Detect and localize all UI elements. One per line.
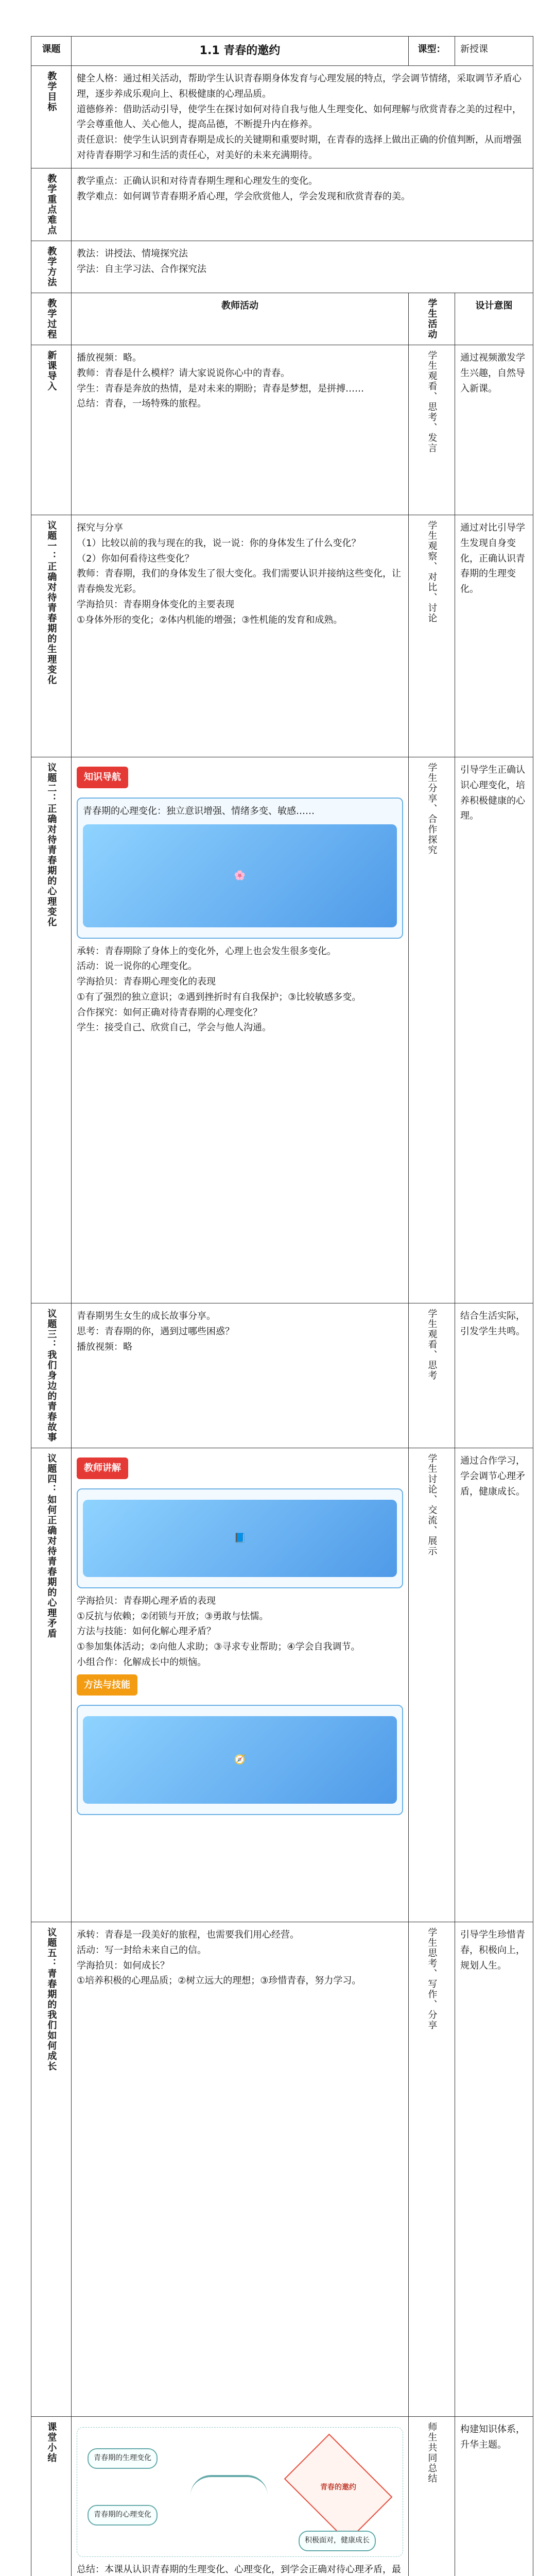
knowledge-card-text: 青春期的心理变化：独立意识增强、情绪多变、敏感…… bbox=[83, 806, 315, 817]
section-5-teacher: 承转：青春是一段美好的旅程，也需要我们用心经营。 活动：写一封给未来自己的信。 学海拾贝：如何成长？ ①培养积极的心理品质；②树立远大的理想；③珍惜青春，努力学习。 bbox=[72, 1922, 409, 2417]
header-row bbox=[31, 37, 533, 66]
section-3-student: 学生观看、思考 bbox=[409, 1303, 455, 1448]
objective-obligation: 道德修养：借助活动引导，使学生在探讨如何对待自我与他人生理变化、如何理解与欣赏青春之美的过程中，学会尊重他人、关心他人，提高品德，不断提升内在修养。 bbox=[77, 104, 522, 130]
method-banner: 方法与技能 bbox=[77, 1674, 137, 1696]
method-card bbox=[77, 1705, 403, 1815]
section-5-title: 议题五：青春期的我们如何成长 bbox=[31, 1922, 72, 2417]
section-5 bbox=[31, 1922, 533, 2417]
section-2-student: 学生分享、合作探究 bbox=[409, 757, 455, 1303]
type-value: 新授课 bbox=[455, 37, 533, 66]
methods-content bbox=[72, 241, 533, 293]
section-1-title: 议题一：正确对待青春期的生理变化 bbox=[31, 515, 72, 757]
methods-label: 教学方法 bbox=[31, 241, 72, 293]
section-0-student: 学生观看、思考、发言 bbox=[409, 345, 455, 515]
objectives-content bbox=[72, 66, 533, 168]
section-4-teacher: 教师讲解 📘 学海拾贝：青春期心理矛盾的表现 ①反抗与依赖；②闭锁与开放；③勇敢与怯懦。 方法与技能：如何化解心理矛盾？ ①参加集体活动；②向他人求助；③寻求专业帮助；④学会自我调节。 小组合作：化解成长中的烦恼。 方法与技能 🧭 bbox=[72, 1448, 409, 1922]
summary-left-top: 青春期的生理变化 bbox=[88, 2448, 158, 2468]
teaching-method: 教法：讲授法、情境探究法 bbox=[77, 248, 188, 260]
section-4 bbox=[31, 1448, 533, 1922]
difficulty-point: 教学难点：如何调节青春期矛盾心理，学会欣赏他人，学会发现和欣赏青春的美。 bbox=[77, 191, 410, 202]
section-6-intent: 构建知识体系，升华主题。 bbox=[455, 2417, 533, 2576]
objectives-label: 教学目标 bbox=[31, 66, 72, 168]
section-6-title: 课堂小结 bbox=[31, 2417, 72, 2576]
teacher-activity-label: 教师活动 bbox=[72, 293, 409, 345]
section-2-intent: 引导学生正确认识心理变化，培养积极健康的心理。 bbox=[455, 757, 533, 1303]
summary-left-bottom: 青春期的心理变化 bbox=[88, 2505, 158, 2525]
process-label: 教学过程 bbox=[31, 293, 72, 345]
design-intent-label: 设计意图 bbox=[455, 293, 533, 345]
teacher-explain-card bbox=[77, 1488, 403, 1588]
section-0-intent: 通过视频激发学生兴趣，自然导入新课。 bbox=[455, 345, 533, 515]
method-illustration: 🧭 bbox=[83, 1716, 397, 1804]
key-points-content bbox=[72, 168, 533, 241]
section-1 bbox=[31, 515, 533, 757]
section-6-teacher: 青春期的生理变化 青春期的心理变化 青春的邀约 积极面对，健康成长 总结：本课从认识青春期的生理变化、心理变化，到学会正确对待心理矛盾，最 bbox=[72, 2417, 409, 2576]
section-6-student: 师生共同总结 bbox=[409, 2417, 455, 2576]
process-header-row bbox=[31, 293, 533, 345]
section-0-title: 新课导入 bbox=[31, 345, 72, 515]
explain-illustration: 📘 bbox=[83, 1500, 397, 1577]
section-3-teacher: 青春期男生女生的成长故事分享。 思考：青春期的你，遇到过哪些困惑？ 播放视频：略 bbox=[72, 1303, 409, 1448]
objectives-row bbox=[31, 66, 533, 168]
summary-arrow bbox=[190, 2475, 268, 2513]
section-3 bbox=[31, 1303, 533, 1448]
section-3-intent: 结合生活实际，引发学生共鸣。 bbox=[455, 1303, 533, 1448]
student-activity-label: 学生活动 bbox=[409, 293, 455, 345]
section-0 bbox=[31, 345, 533, 515]
section-3-title: 议题三：我们身边的青春故事 bbox=[31, 1303, 72, 1448]
section-5-intent: 引导学生珍惜青春，积极向上，规划人生。 bbox=[455, 1922, 533, 2417]
type-label: 课型： bbox=[409, 37, 455, 66]
section-5-student: 学生思考、写作、分享 bbox=[409, 1922, 455, 2417]
learning-method: 学法：自主学习法、合作探究法 bbox=[77, 264, 206, 275]
course-title: 1.1 青春的邀约 bbox=[72, 37, 409, 66]
section-2 bbox=[31, 757, 533, 1303]
section-0-teacher: 播放视频：略。 教师：青春是什么模样？请大家说说你心中的青春。 学生：青春是奔放的热情，是对未来的期盼；青春是梦想，是拼搏…… 总结：青春，一场特殊的旅程。 bbox=[72, 345, 409, 515]
key-points-row bbox=[31, 168, 533, 241]
summary-diagram bbox=[77, 2427, 403, 2557]
section-1-teacher: 探究与分享 （1）比较以前的我与现在的我，说一说：你的身体发生了什么变化？ （2）你如何看待这些变化？ 教师：青春期，我们的身体发生了很大变化。我们需要认识并接纳这些变化，让青春焕发光彩。 学海拾贝：青春期身体变化的主要表现 ①身体外形的变化；②体内机能的增强；③性机能的发育和成熟。 bbox=[72, 515, 409, 757]
knowledge-banner: 知识导航 bbox=[77, 767, 128, 788]
focus-point: 教学重点：正确认识和对待青春期生理和心理发生的变化。 bbox=[77, 176, 318, 187]
teacher-explain-banner: 教师讲解 bbox=[77, 1458, 128, 1479]
section-4-title: 议题四：如何正确对待青春期的心理矛盾 bbox=[31, 1448, 72, 1922]
section-1-intent: 通过对比引导学生发现自身变化，正确认识青春期的生理变化。 bbox=[455, 515, 533, 757]
methods-row bbox=[31, 241, 533, 293]
summary-right: 积极面对，健康成长 bbox=[299, 2531, 376, 2551]
objective-core: 健全人格：通过相关活动，帮助学生认识青春期身体发育与心理发展的特点，学会调节情绪，采取调节矛盾心理，逐步养成乐观向上、积极健康的心理品质。 bbox=[77, 73, 522, 99]
knowledge-card bbox=[77, 798, 403, 939]
section-6 bbox=[31, 2417, 533, 2576]
section-1-student: 学生观察、对比、讨论 bbox=[409, 515, 455, 757]
lesson-plan-table bbox=[31, 36, 533, 2576]
course-label: 课题 bbox=[31, 37, 72, 66]
section-2-title: 议题二：正确对待青春期的心理变化 bbox=[31, 757, 72, 1303]
summary-center: 青春的邀约 bbox=[320, 2483, 356, 2492]
section-2-teacher: 知识导航 青春期的心理变化：独立意识增强、情绪多变、敏感…… 🌸 承转：青春期除了身体上的变化外，心理上也会发生很多变化。 活动：说一说你的心理变化。 学海拾贝：青春期心理变化的表现 ①有了强烈的独立意识；②遇到挫折时有自我保护；③比较敏感多变。 合作探究：如何正确对待青春期的心理变化？ 学生：接受自己、欣赏自己，学会与他人沟通。 bbox=[72, 757, 409, 1303]
youth-illustration: 🌸 bbox=[83, 824, 397, 927]
section-4-student: 学生讨论、交流、展示 bbox=[409, 1448, 455, 1922]
section-4-intent: 通过合作学习，学会调节心理矛盾，健康成长。 bbox=[455, 1448, 533, 1922]
objective-recognition: 责任意识：使学生认识到青春期是成长的关键期和重要时期，在青春的选择上做出正确的价值判断，从而增强对待青春期学习和生活的责任心，对美好的未来充满期待。 bbox=[77, 134, 522, 161]
key-points-label: 教学重点难点 bbox=[31, 168, 72, 241]
